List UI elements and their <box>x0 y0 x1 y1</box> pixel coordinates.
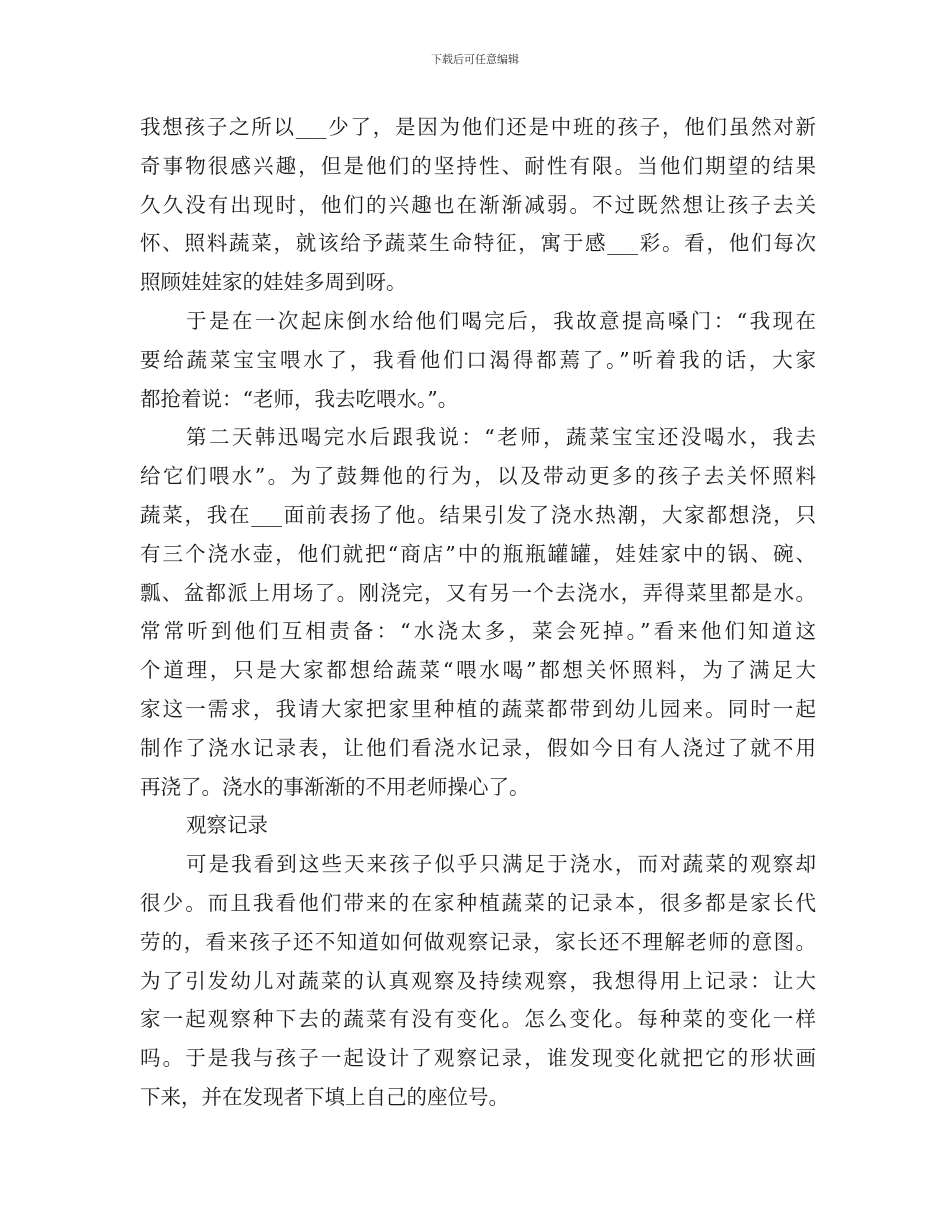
paragraph <box>140 108 816 302</box>
text-line: 久久没有出现时，他们的兴趣也在渐渐减弱。不过既然想让孩子去关 <box>140 192 816 217</box>
document-body <box>140 108 816 1117</box>
paragraph <box>140 418 816 806</box>
text-line: 瓢、盆都派上用场了。刚浇完，又有另一个去浇水，弄得菜里都是水。 <box>140 580 816 605</box>
text-line: 都抢着说：“老师，我去吃喂水。”。 <box>140 386 459 411</box>
text-line: 蔬菜，我在___面前表扬了他。结果引发了浇水热潮，大家都想浇，只 <box>140 502 816 527</box>
text-line: 劳的，看来孩子还不知道如何做观察记录，家长还不理解老师的意图。 <box>140 929 816 954</box>
text-line: 家一起观察种下去的蔬菜有没有变化。怎么变化。每种菜的变化一样 <box>140 1007 816 1032</box>
paragraph <box>140 845 816 1117</box>
text-line: 常常听到他们互相责备：“水浇太多，菜会死掉。”看来他们知道这 <box>140 619 816 644</box>
text-line: 奇事物很感兴趣，但是他们的坚持性、耐性有限。当他们期望的结果 <box>140 153 816 178</box>
text-line: 为了引发幼儿对蔬菜的认真观察及持续观察，我想得用上记录：让大 <box>140 968 816 993</box>
paragraph <box>140 302 816 418</box>
text-line: 第二天韩迅喝完水后跟我说：“老师，蔬菜宝宝还没喝水，我去 <box>186 425 816 450</box>
text-line: 制作了浇水记录表，让他们看浇水记录，假如今日有人浇过了就不用 <box>140 735 816 760</box>
text-line: 个道理，只是大家都想给蔬菜“喂水喝”都想关怀照料，为了满足大 <box>140 658 816 683</box>
page-header: 下载后可任意编辑 <box>431 53 519 66</box>
text-line: 很少。而且我看他们带来的在家种植蔬菜的记录本，很多都是家长代 <box>140 890 816 915</box>
text-line: 要给蔬菜宝宝喂水了，我看他们口渴得都蔫了。”听着我的话，大家 <box>140 347 816 372</box>
text-line: 我想孩子之所以___少了，是因为他们还是中班的孩子，他们虽然对新 <box>140 115 816 139</box>
text-line: 于是在一次起床倒水给他们喝完后，我故意提高嗓门：“我现在 <box>186 308 816 333</box>
text-line: 再浇了。浇水的事渐渐的不用老师操心了。 <box>140 774 530 799</box>
text-line: 家这一需求，我请大家把家里种植的蔬菜都带到幼儿园来。同时一起 <box>140 696 816 721</box>
section-heading: 观察记录 <box>186 813 268 838</box>
text-line: 照顾娃娃家的娃娃多周到呀。 <box>140 270 407 295</box>
text-line: 给它们喂水”。为了鼓舞他的行为，以及带动更多的孩子去关怀照料 <box>140 464 816 489</box>
text-line: 有三个浇水壶，他们就把“商店”中的瓶瓶罐罐，娃娃家中的锅、碗、 <box>140 541 816 566</box>
text-line: 可是我看到这些天来孩子似乎只满足于浇水，而对蔬菜的观察却 <box>186 852 816 877</box>
text-line: 怀、照料蔬菜，就该给予蔬菜生命特征，寓于感___彩。看，他们每次 <box>140 231 816 256</box>
text-line: 下来，并在发现者下填上自己的座位号。 <box>140 1084 509 1109</box>
text-line: 吗。于是我与孩子一起设计了观察记录，谁发现变化就把它的形状画 <box>140 1046 816 1071</box>
